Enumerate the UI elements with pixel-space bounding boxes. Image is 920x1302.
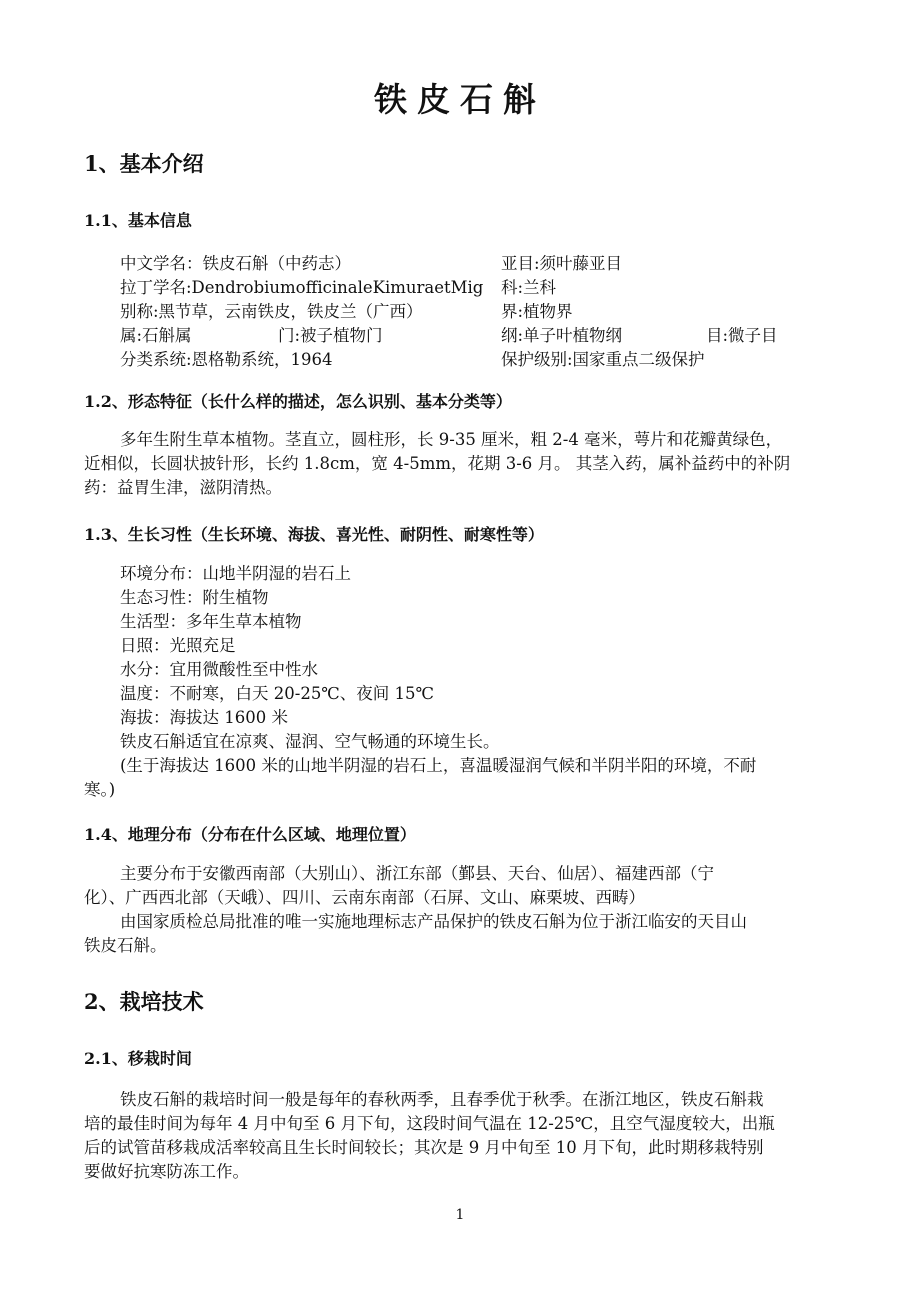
list-item: 海拔：海拔达 1600 米: [120, 708, 288, 727]
info-phylum: 门:被子植物门: [278, 326, 383, 345]
info-aliases: 别称:黑节草，云南铁皮，铁皮兰（广西）: [120, 302, 423, 321]
page-number: 1: [455, 1207, 465, 1223]
list-item: 生态习性：附生植物: [120, 588, 269, 607]
info-classification-system: 分类系统:恩格勒系统，1964: [120, 350, 333, 369]
list-item: 日照：光照充足: [120, 636, 236, 655]
growth-habits-list: [84, 562, 836, 802]
section-1-2-heading: 1.2、形态特征（长什么样的描述，怎么识别、基本分类等）: [84, 392, 512, 411]
info-latin-name: 拉丁学名:DendrobiumofficinaleKimuraetMig: [120, 278, 484, 297]
paragraph-line: 铁皮石斛的栽培时间一般是每年的春秋两季，且春季优于秋季。在浙江地区，铁皮石斛栽: [120, 1090, 764, 1109]
list-item: 铁皮石斛适宜在凉爽、湿润、空气畅通的环境生长。: [120, 732, 500, 751]
list-item: 水分：宜用微酸性至中性水: [120, 660, 318, 679]
distribution-paragraph: [84, 862, 836, 958]
paragraph-line: 化）、广西西北部（天峨）、四川、云南东南部（石屏、文山、麻栗坡、西畴）: [84, 888, 645, 907]
paragraph-line: 要做好抗寒防冻工作。: [84, 1162, 249, 1181]
paragraph-line: 由国家质检总局批准的唯一实施地理标志产品保护的铁皮石斛为位于浙江临安的天目山: [120, 912, 747, 931]
info-family: 科:兰科: [501, 278, 557, 297]
list-item: 环境分布：山地半阴湿的岩石上: [120, 564, 351, 583]
paragraph-line: (生于海拔达 1600 米的山地半阴湿的岩石上，喜温暖湿润气候和半阴半阳的环境，不耐: [120, 756, 757, 775]
paragraph-line: 多年生附生草本植物。茎直立，圆柱形，长 9-35 厘米，粗 2-4 毫米，萼片和花瓣黄绿色，: [120, 430, 783, 449]
info-suborder: 亚目:须叶藤亚目: [501, 254, 623, 273]
list-item: 生活型：多年生草本植物: [120, 612, 302, 631]
morphology-paragraph: [84, 428, 836, 500]
info-genus: 属:石斛属: [120, 326, 192, 345]
list-item: 温度：不耐寒，白天 20-25℃、夜间 15℃: [120, 684, 434, 703]
section-1-1-heading: 1.1、基本信息: [84, 211, 192, 230]
section-1-3-heading: 1.3、生长习性（生长环境、海拔、喜光性、耐阴性、耐寒性等）: [84, 525, 544, 544]
section-1-heading: 1、基本介绍: [84, 151, 204, 176]
info-chinese-name: 中文学名：铁皮石斛（中药志）: [120, 254, 351, 273]
paragraph-line: 后的试管苗移栽成活率较高且生长时间较长；其次是 9 月中旬至 10 月下旬，此时期移栽特别: [84, 1138, 764, 1157]
section-2-1-heading: 2.1、移栽时间: [84, 1049, 192, 1068]
paragraph-line: 药：益胃生津，滋阴清热。: [84, 478, 282, 497]
paragraph-line: 铁皮石斛。: [84, 936, 167, 955]
paragraph-line: 主要分布于安徽西南部（大别山）、浙江东部（鄞县、天台、仙居）、福建西部（宁: [120, 864, 714, 883]
page-title: 铁皮石斛: [374, 80, 546, 119]
paragraph-line: 寒。): [84, 780, 116, 799]
transplant-time-paragraph: [84, 1088, 836, 1184]
paragraph-line: 近相似，长圆状披针形，长约 1.8cm，宽 4-5mm，花期 3-6 月。 其茎入药，属补益药中的补阴: [84, 454, 791, 473]
info-kingdom: 界:植物界: [501, 302, 573, 321]
info-protection-level: 保护级别:国家重点二级保护: [501, 350, 705, 369]
info-class: 纲:单子叶植物纲: [501, 326, 623, 345]
section-1-4-heading: 1.4、地理分布（分布在什么区域、地理位置）: [84, 825, 416, 844]
section-2-heading: 2、栽培技术: [84, 989, 204, 1014]
paragraph-line: 培的最佳时间为每年 4 月中旬至 6 月下旬，这段时间气温在 12-25℃，且空气湿度较大，出瓶: [84, 1114, 775, 1133]
info-order: 目:微子目: [706, 326, 778, 345]
